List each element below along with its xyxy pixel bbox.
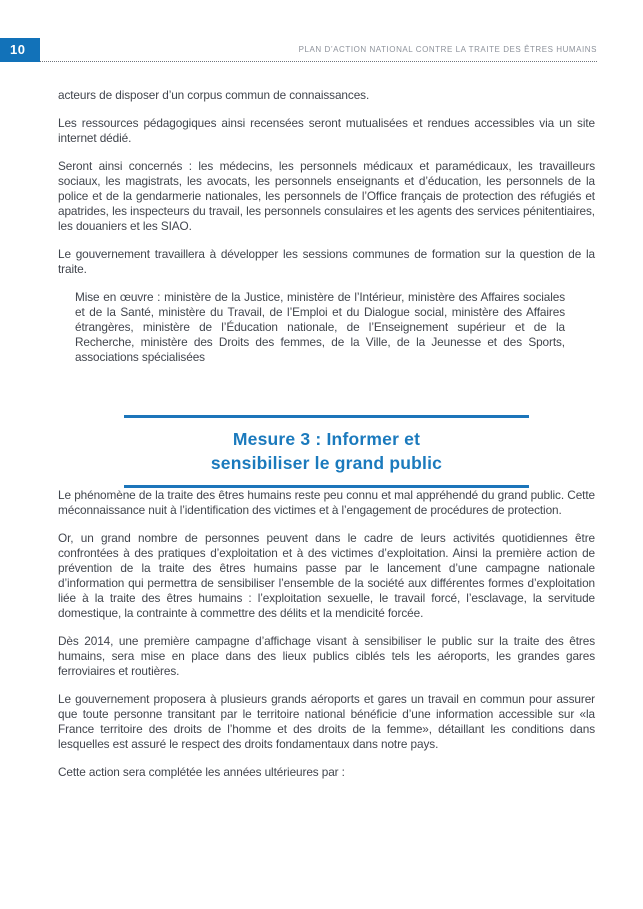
page-body	[58, 88, 595, 780]
paragraph-training-sessions: Le gouvernement travaillera à développer les sessions communes de formation sur la question de la traite.	[58, 247, 595, 276]
page-number-badge: 10	[0, 38, 40, 62]
page-header	[0, 38, 643, 62]
paragraph-continuation: acteurs de disposer d’un corpus commun de connaissances.	[58, 88, 370, 102]
paragraph-2014-campaign: Dès 2014, une première campagne d’affichage visant à sensibiliser le public sur la traite des êtres humains, sera mise en place dans des lieux publics ciblés tels les aéroports, les grandes gares ferroviaires et routières.	[58, 634, 595, 678]
implementation-note: Mise en œuvre : ministère de la Justice, ministère de l’Intérieur, ministère des Affaires sociales et de la Santé, ministère du Travail, de l’Emploi et du Dialogue social, ministère des Affaires étrangères, ministère de l’Éducation nationale, de l’Enseignement supérieur et de la Recherche, ministère des Droits des femmes, de la Ville, de la Jeunesse et des Sports, associations spécialisées	[75, 290, 565, 364]
paragraph-resources: Les ressources pédagogiques ainsi recensées seront mutualisées et rendues accessibles via un site internet dédié.	[58, 116, 595, 145]
header-rule	[40, 39, 597, 62]
measure-title	[124, 418, 529, 485]
measure-heading-block	[124, 415, 529, 488]
paragraph-prevention-campaign: Or, un grand nombre de personnes peuvent dans le cadre de leurs activités quotidiennes être confrontées à des pratiques d’exploitation et à des victimes d’exploitation. Ainsi la première action de prévention de la traite des êtres humains passe par le lancement d’une campagne nationale d’information qui permettra de sensibiliser l’ensemble de la société aux différentes formes d’exploitation liée à la traite des êtres humains : l’exploitation sexuelle, le travail forcé, l’esclavage, la servitude domestique, la contrainte à commettre des délits et la mendicité forcée.	[58, 531, 595, 620]
running-title: PLAN D’ACTION NATIONAL CONTRE LA TRAITE DES ÊTRES HUMAINS	[298, 45, 597, 54]
paragraph-concerned-professions: Seront ainsi concernés : les médecins, les personnels médicaux et paramédicaux, les travailleurs sociaux, les magistrats, les avocats, les personnels enseignants et d’éducation, les personnels de la police et de la gendarmerie nationales, les personnels de l’Office français de protection des réfugiés et apatrides, les inspecteurs du travail, les personnels consulaires et les agents des services pénitentiaires, les douaniers et les SIAO.	[58, 159, 595, 233]
measure-title-line1: Mesure 3 : Informer et	[232, 429, 421, 449]
paragraph-phenomenon: Le phénomène de la traite des êtres humains reste peu connu et mal appréhendé du grand public. Cette méconnaissance nuit à l’identification des victimes et à l’engagement de procédures de protection.	[58, 488, 595, 517]
paragraph-airports-stations: Le gouvernement proposera à plusieurs grands aéroports et gares un travail en commun pour assurer que toute personne transitant par le territoire national bénéficie d’une information accessible sur «la France territoire des droits de l’homme et des droits de la femme», détaillant les conditions dans lesquelles est assuré le respect des droits fondamentaux dans notre pays.	[58, 692, 595, 751]
measure-title-line2: sensibiliser le grand public	[210, 453, 443, 473]
paragraph-followup-intro: Cette action sera complétée les années ultérieures par :	[58, 765, 345, 779]
